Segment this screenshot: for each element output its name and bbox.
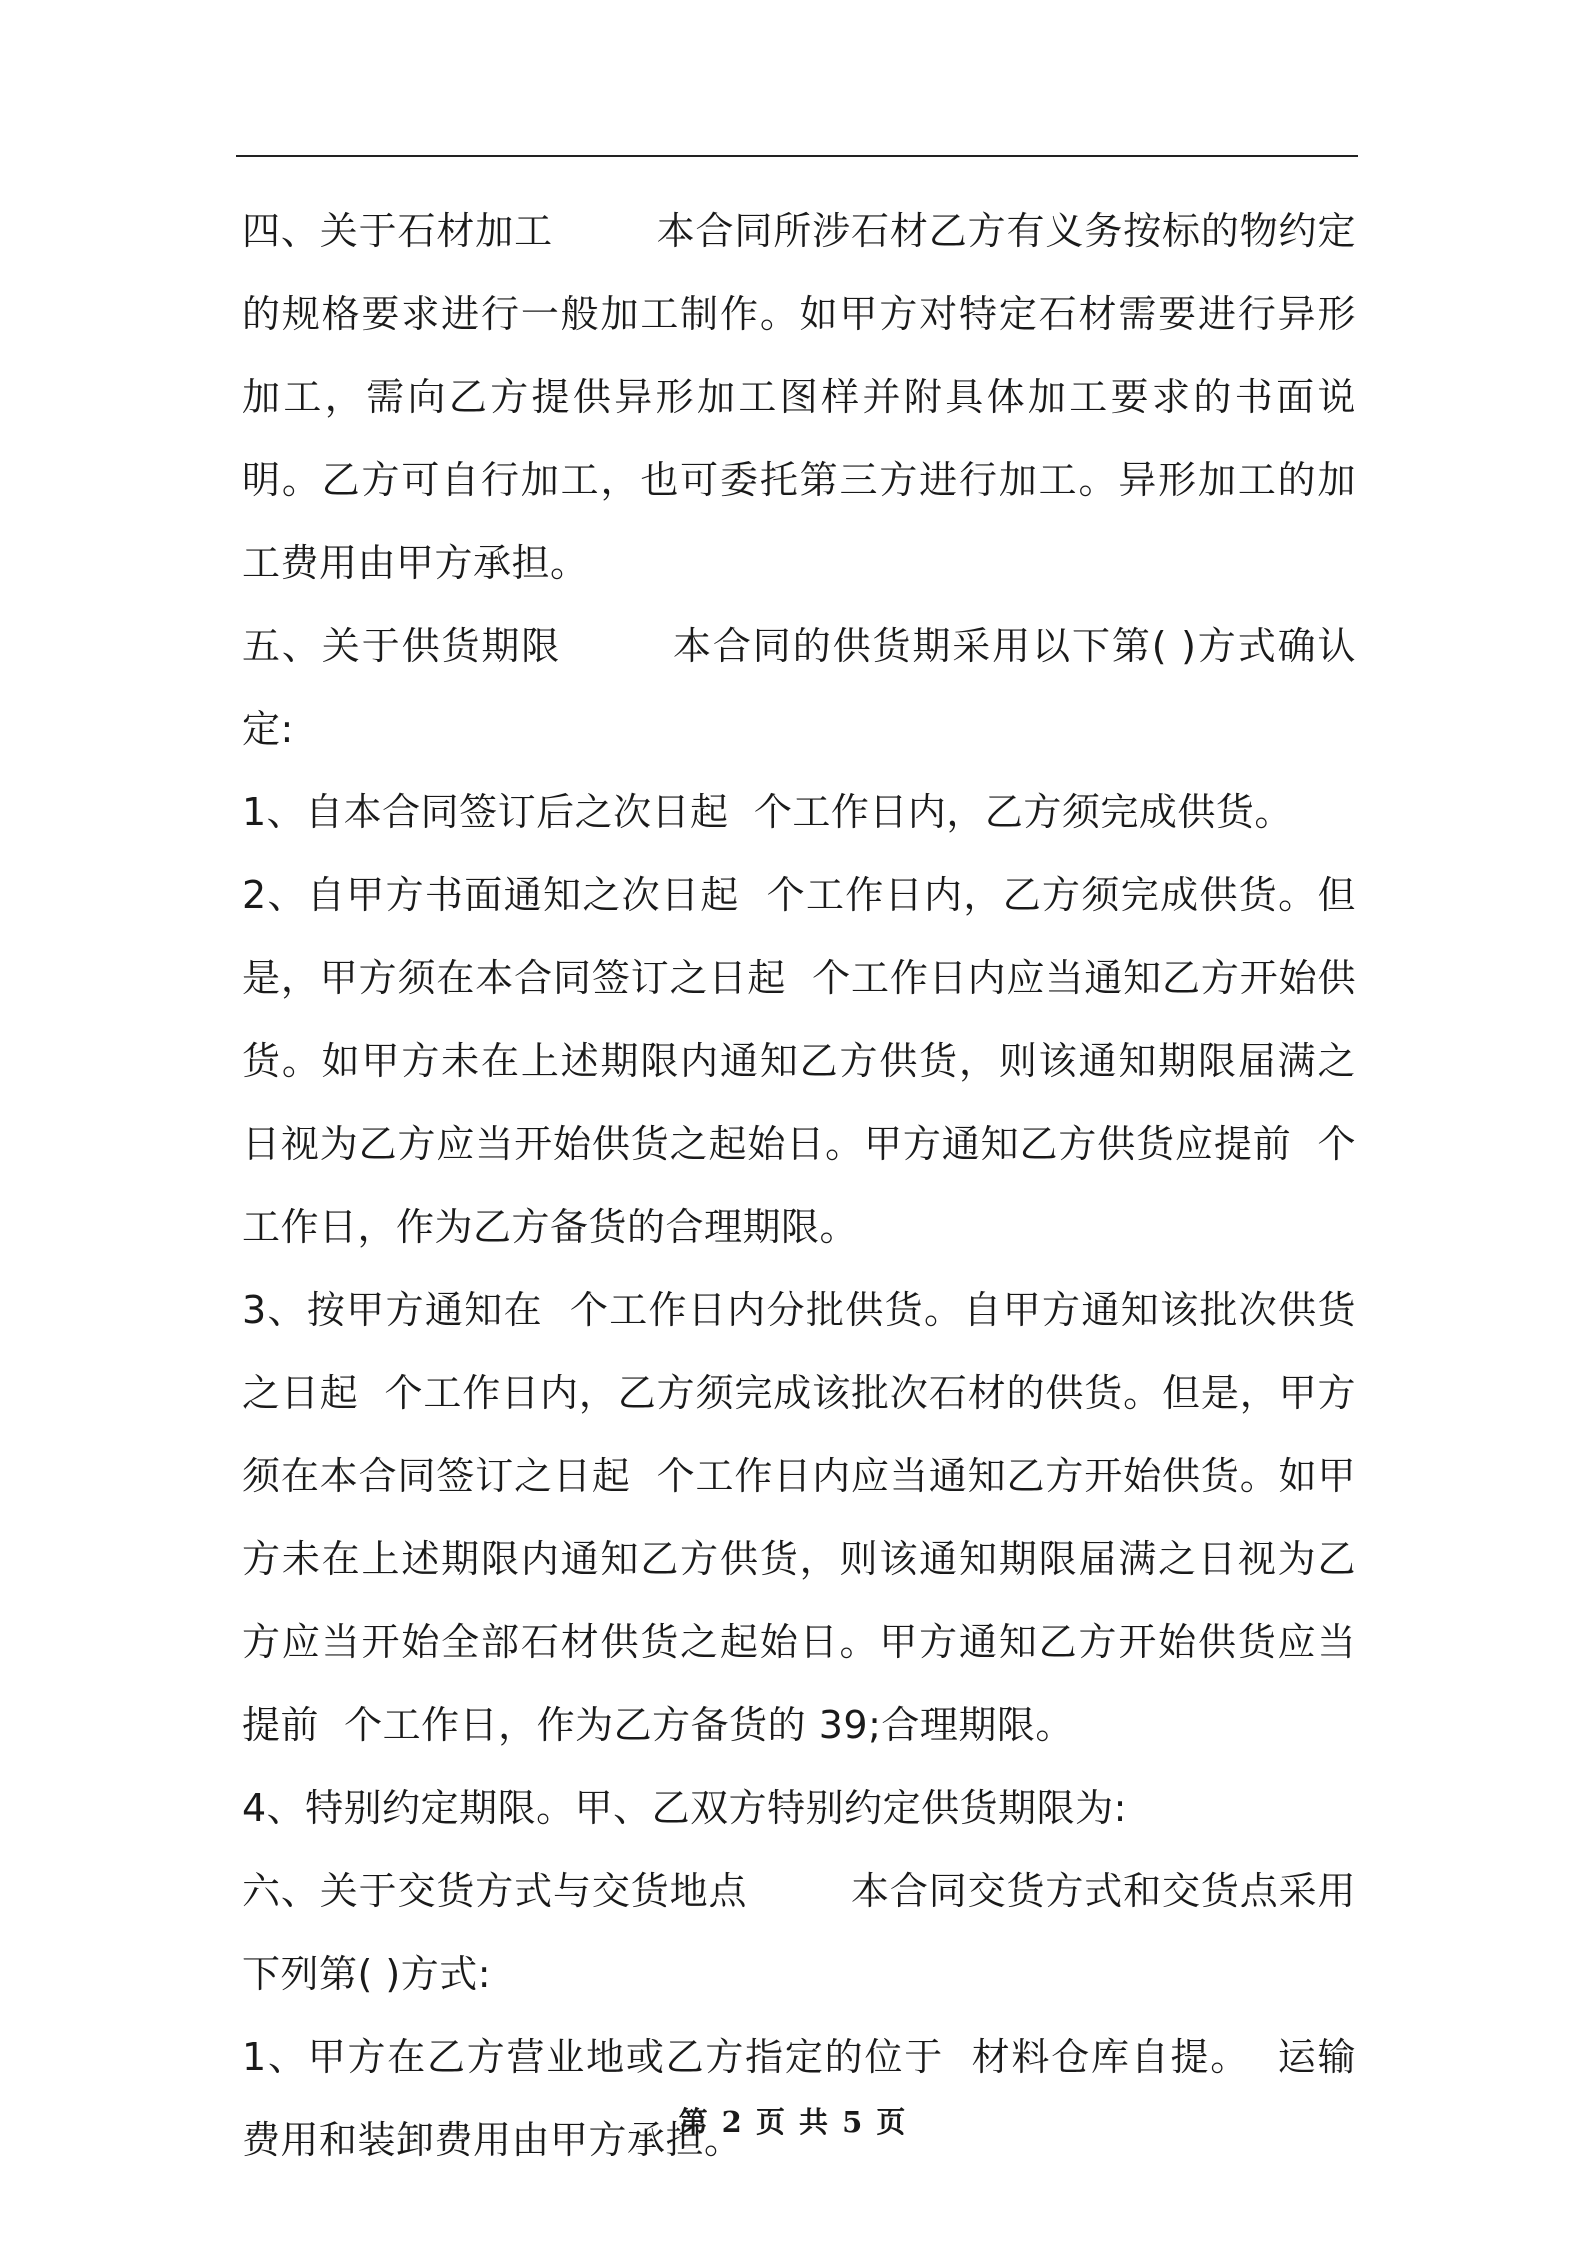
section-5-item-3-text: 3、按甲方通知在 个工作日内分批供货。自甲方通知该批次供货之日起 个工作日内，乙方须完成该批次石材的供货。但是，甲方须在本合同签订之日起 个工作日内应当通知乙方开始供货。如甲方未在上述期限内通知乙方供货，则该通知期限届满之日视为乙方应当开始全部石材供货之起始日。甲方通知乙方开始供货应当提前 个工作日，作为乙方备货的 39;合理期限。 xyxy=(242,1288,1356,1747)
section-5-text: 本合同的供货期采用以下第( )方式确认定: xyxy=(242,624,1356,751)
section-4-heading: 四、关于石材加工 xyxy=(242,209,553,253)
section-5-item-2-text: 2、自甲方书面通知之次日起 个工作日内，乙方须完成供货。但是，甲方须在本合同签订之日起 个工作日内应当通知乙方开始供货。如甲方未在上述期限内通知乙方供货，则该通知期限届满之日视为乙方应当开始供货之起始日。甲方通知乙方供货应提前 个工作日，作为乙方备货的合理期限。 xyxy=(242,873,1356,1249)
section-6-text: 本合同交货方式和交货点采用下列第( )方式: xyxy=(242,1869,1356,1996)
section-6-item-1 xyxy=(242,2016,1356,2182)
section-6-paragraph xyxy=(242,1850,1356,2016)
section-6-item-1-text: 1、甲方在乙方营业地或乙方指定的位于 材料仓库自提。 运输费用和装卸费用由甲方承担。 xyxy=(242,2035,1356,2162)
page-number-footer: 第 2 页 共 5 页 xyxy=(678,2105,908,2139)
section-5-item-1 xyxy=(242,771,1356,854)
document-body xyxy=(242,190,1356,2182)
section-5-item-4-text: 4、特别约定期限。甲、乙双方特别约定供货期限为: xyxy=(242,1786,1127,1830)
section-5-item-3 xyxy=(242,1269,1356,1767)
section-5-item-4 xyxy=(242,1767,1356,1850)
section-6-heading: 六、关于交货方式与交货地点 xyxy=(242,1869,748,1913)
section-5-heading: 五、关于供货期限 xyxy=(242,624,562,668)
section-4-text: 本合同所涉石材乙方有义务按标的物约定的规格要求进行一般加工制作。如甲方对特定石材需要进行异形加工，需向乙方提供异形加工图样并附具体加工要求的书面说明。乙方可自行加工，也可委托第三方进行加工。异形加工的加工费用由甲方承担。 xyxy=(242,209,1356,585)
section-5-item-2 xyxy=(242,854,1356,1269)
section-4-paragraph xyxy=(242,190,1356,605)
section-5-item-1-text: 1、自本合同签订后之次日起 个工作日内，乙方须完成供货。 xyxy=(242,790,1293,834)
section-5-paragraph xyxy=(242,605,1356,771)
header-rule xyxy=(236,155,1358,157)
